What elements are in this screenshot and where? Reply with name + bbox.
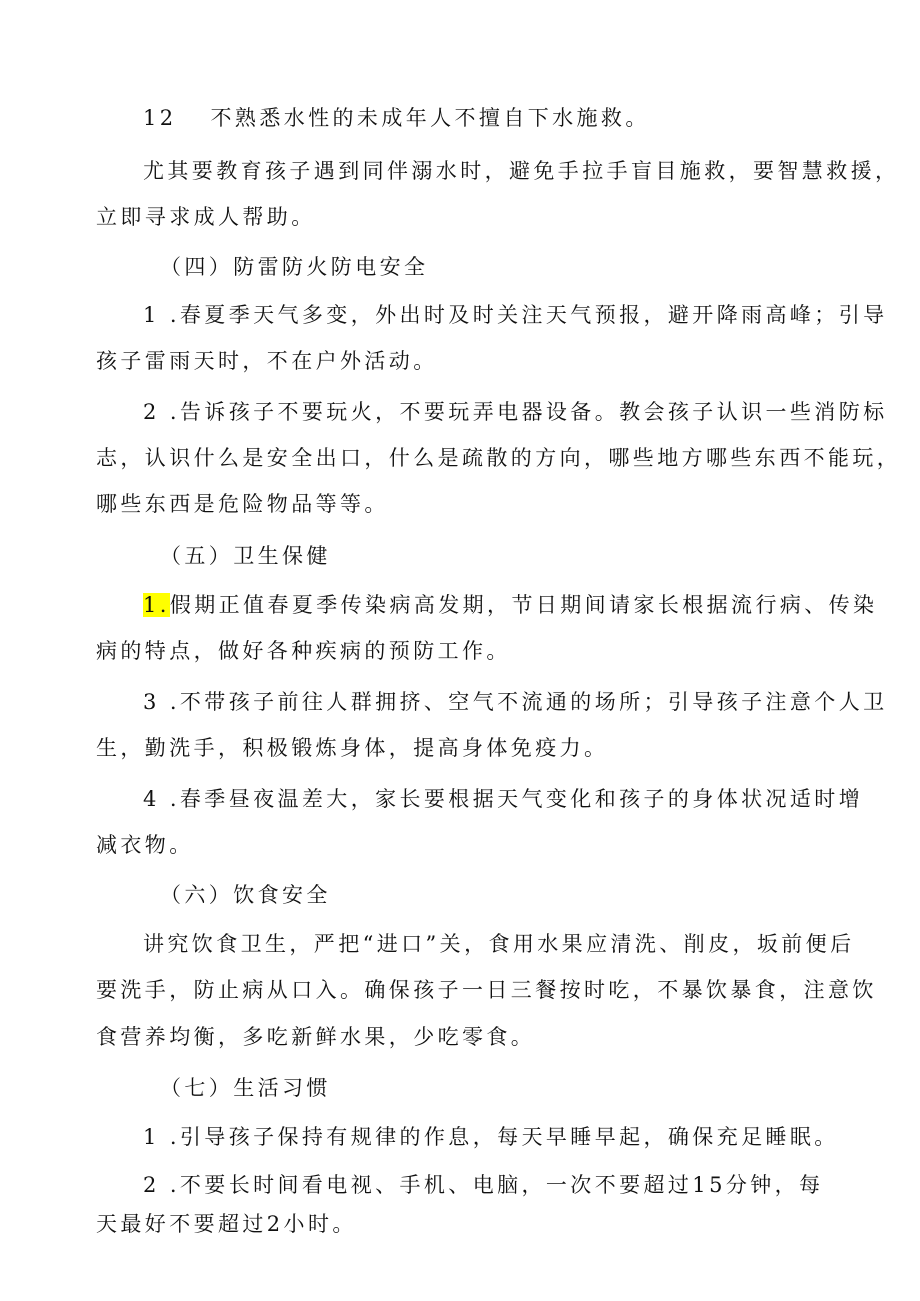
section-heading-7: （七）生活习惯 xyxy=(160,1076,331,1100)
item-12-number: 12 xyxy=(143,106,177,130)
paragraph-text: 假期正值春夏季传染病高发期，节日期间请家长根据流行病、传染 xyxy=(169,593,878,617)
paragraph-line: 要洗手，防止病从口入。确保孩子一日三餐按时吃，不暴饮暴食，注意饮 xyxy=(96,978,877,1002)
paragraph-line: 1 .春夏季天气多变，外出时及时关注天气预报，避开降雨高峰；引导 xyxy=(143,303,888,327)
item-12-text: 不熟悉水性的未成年人不擅自下水施救。 xyxy=(210,106,650,130)
section-heading-6: （六）饮食安全 xyxy=(160,883,331,907)
paragraph-line: 病的特点，做好各种疾病的预防工作。 xyxy=(96,639,511,663)
paragraph-line: 孩子雷雨天时，不在户外活动。 xyxy=(96,349,438,373)
paragraph-line: 尤其要教育孩子遇到同伴溺水时，避免手拉手盲目施救，要智慧救援， xyxy=(143,159,900,183)
paragraph-line: 天最好不要超过2小时。 xyxy=(96,1212,357,1236)
section-heading-5: （五）卫生保健 xyxy=(160,544,331,568)
paragraph-line: 生，勤洗手，积极锻炼身体，提高身体免疫力。 xyxy=(96,736,609,760)
paragraph-line: 立即寻求成人帮助。 xyxy=(96,205,316,229)
paragraph-line: 2 .不要长时间看电视、手机、电脑，一次不要超过15分钟，每 xyxy=(143,1173,824,1197)
section-heading-4: （四）防雷防火防电安全 xyxy=(160,255,429,279)
paragraph-line: 2 .告诉孩子不要玩火，不要玩弄电器设备。教会孩子认识一些消防标 xyxy=(143,400,888,424)
paragraph-line: 4 .春季昼夜温差大，家长要根据天气变化和孩子的身体状况适时增 xyxy=(143,787,864,811)
highlighted-number: 1. xyxy=(143,593,170,617)
paragraph-line: 3 .不带孩子前往人群拥挤、空气不流通的场所；引导孩子注意个人卫 xyxy=(143,690,888,714)
paragraph-line: 讲究饮食卫生，严把“进口”关，食用水果应清洗、削皮，坂前便后 xyxy=(143,932,855,956)
item-12-line xyxy=(143,104,650,132)
paragraph-line xyxy=(143,591,877,619)
paragraph-line: 1 .引导孩子保持有规律的作息，每天早睡早起，确保充足睡眠。 xyxy=(143,1125,839,1149)
paragraph-line: 食营养均衡，多吃新鲜水果，少吃零食。 xyxy=(96,1025,536,1049)
paragraph-line: 减衣物。 xyxy=(96,833,194,857)
paragraph-line: 哪些东西是危险物品等等。 xyxy=(96,492,389,516)
paragraph-line: 志，认识什么是安全出口，什么是疏散的方向，哪些地方哪些东西不能玩， xyxy=(96,446,902,470)
